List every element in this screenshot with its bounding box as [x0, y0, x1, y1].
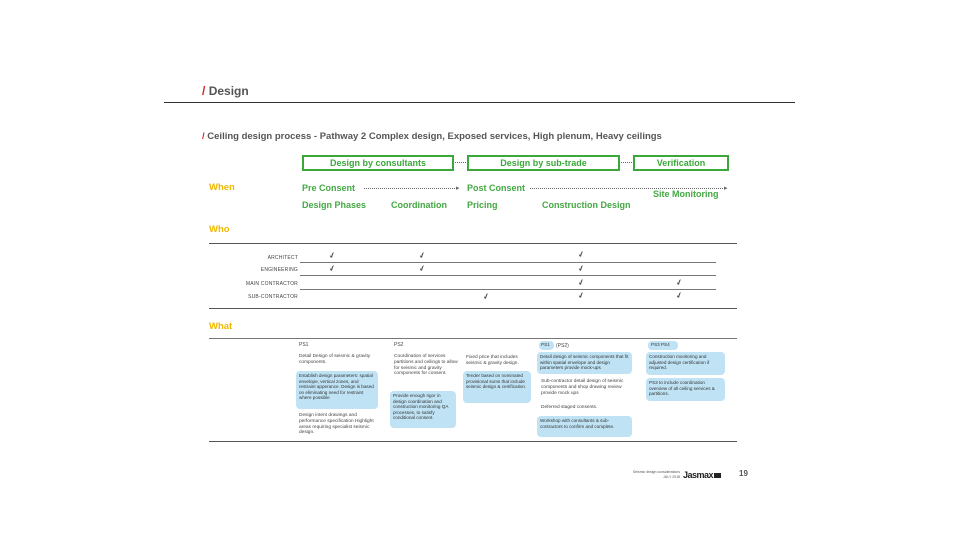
stage-coordination: Coordination — [391, 200, 447, 210]
footer-caption-line2: JULY 2018 — [663, 474, 680, 479]
who-bottom-rule — [209, 308, 737, 309]
col4-highlight: Detail design of seismic components that fit within spatial envelope and design parameters provide mock-ups — [537, 352, 632, 374]
title-slash: / — [202, 84, 206, 98]
footer-caption-line1: Seismic design considerations — [632, 470, 680, 474]
subtitle-text: Ceiling design process - Pathway 2 Complex design, Exposed services, High plenum, Heavy ceilings — [207, 131, 662, 142]
phase-connector — [621, 162, 632, 163]
col4-text2: Deferred staged consents. — [541, 405, 598, 410]
row-label-engineering: ENGINEERING — [260, 267, 298, 273]
timeline-line — [364, 188, 457, 189]
logo-text: Jasmax — [683, 470, 714, 480]
check-icon: ✔ — [481, 291, 492, 302]
subtitle-slash: / — [202, 131, 205, 142]
check-icon: ✔ — [576, 277, 587, 288]
phase-design-by-sub-trade: Design by sub-trade — [467, 155, 620, 171]
check-icon: ✔ — [327, 250, 338, 261]
col5-head-a: PS3 — [651, 342, 660, 347]
check-icon: ✔ — [417, 263, 428, 274]
check-icon: ✔ — [327, 263, 338, 274]
col5-head-b: PS4 — [660, 342, 670, 347]
page-title — [202, 84, 249, 98]
check-icon: ✔ — [576, 249, 587, 260]
what-bottom-rule — [209, 441, 737, 442]
title-text: Design — [208, 84, 249, 98]
phase-verification: Verification — [633, 155, 729, 171]
check-icon: ✔ — [417, 250, 428, 261]
col1-text2: Design intent drawings and performance specification Highlight areas requiring specialist seismic design. — [299, 413, 374, 436]
what-top-rule — [209, 338, 737, 339]
col1-head: PS1 — [299, 342, 309, 348]
who-label: Who — [209, 224, 230, 235]
col5-highlight2: PS3 to include coordination overview of all ceiling services & partitions. — [646, 378, 725, 401]
title-divider — [164, 102, 795, 103]
check-icon: ✔ — [576, 263, 587, 274]
col1-highlight: Establish design parameters: spatial envelope, vertical zones, and restraint apperance. Design is based on eliminating need for restraint where possible — [296, 371, 378, 409]
col1-text: Detail Design of seismic & gravity components. — [299, 354, 371, 365]
col3-text: Fixed price that includes seismic & gravity design. — [466, 355, 519, 366]
col5-head-badge — [648, 341, 678, 350]
post-consent-label: Post Consent — [467, 183, 526, 193]
arrow-right-icon: ▸ — [724, 185, 728, 192]
col3-highlight: Tender based on nominated provisional sums that include seismic design & certification. — [463, 371, 531, 403]
when-label: When — [209, 182, 235, 193]
what-label: What — [209, 321, 233, 332]
check-icon: ✔ — [576, 290, 587, 301]
col4-head-a: PS1 — [541, 342, 550, 347]
row-label-architect: ARCHITECT — [267, 255, 298, 261]
col4-text: Sub-contractor detail design of seismic components and shop drawing review provide mock ups — [541, 379, 624, 396]
row-rule — [300, 262, 716, 263]
subtitle — [202, 131, 662, 142]
logo-block — [714, 473, 721, 478]
stage-construction-design: Construction Design — [542, 200, 631, 210]
footer-caption — [620, 470, 680, 479]
row-label-main-contractor: MAIN CONTRACTOR — [245, 281, 298, 287]
arrow-right-icon: ▸ — [456, 185, 460, 192]
phase-connector — [455, 162, 466, 163]
stage-design-phases: Design Phases — [302, 200, 367, 210]
pre-consent-label: Pre Consent — [302, 183, 356, 193]
row-rule — [300, 289, 716, 290]
phase-design-by-consultants: Design by consultants — [302, 155, 454, 171]
col2-head: PS2 — [394, 342, 404, 348]
col5-highlight: Construction monitoring and adjusted design certification if required. — [646, 352, 725, 375]
check-icon: ✔ — [674, 290, 685, 301]
row-rule — [300, 275, 716, 276]
site-monitoring-label: Site Monitoring — [653, 189, 719, 199]
col4-head-badge — [539, 341, 554, 350]
col2-text: Coordination of services partitions and ceilings to allow for seismic and gravity components for consent. — [394, 354, 458, 377]
who-top-rule — [209, 243, 737, 244]
check-icon: ✔ — [674, 277, 685, 288]
page-number: 19 — [739, 469, 748, 478]
col4-head-b: (PS2) — [556, 343, 569, 349]
jasmax-logo — [683, 470, 721, 480]
col2-highlight: Provide enough rigor in design coordination and construction monitoring QA processes, to satisfy conditional consent. — [390, 391, 456, 428]
stage-pricing: Pricing — [467, 200, 498, 210]
col4-highlight2: Workshop with consultants & sub-contractors to confirm and complete. — [537, 416, 632, 437]
row-label-sub-contractor: SUB-CONTRACTOR — [248, 294, 298, 300]
